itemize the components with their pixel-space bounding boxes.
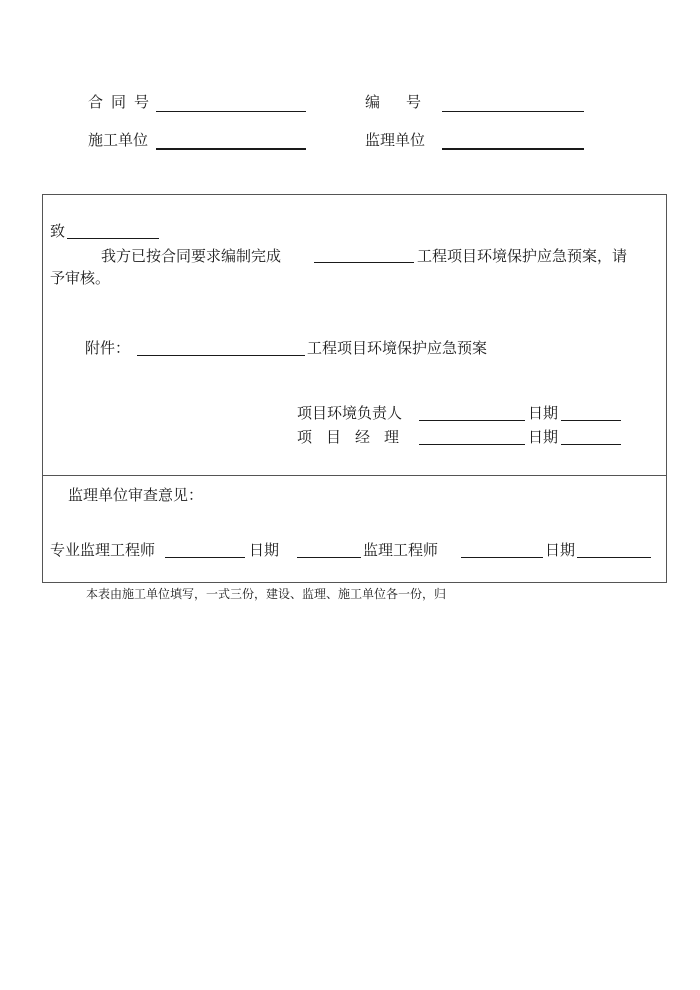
specialist-engineer-label: 专业监理工程师 xyxy=(50,541,156,559)
to-field[interactable] xyxy=(67,238,159,239)
application-form xyxy=(42,194,667,583)
section-divider xyxy=(43,475,666,476)
contract-no-label: 合同号 xyxy=(88,93,158,111)
attachment-label: 附件： xyxy=(85,339,131,357)
serial-no-label: 编号 xyxy=(365,93,448,111)
review-opinion-label: 监理单位审查意见： xyxy=(68,486,204,504)
body-suffix: 工程项目环境保护应急预案，请 xyxy=(417,247,628,265)
specialist-date-field[interactable] xyxy=(297,557,361,558)
project-name-field[interactable] xyxy=(314,262,414,263)
contractor-field[interactable] xyxy=(156,148,306,150)
contract-no-field[interactable] xyxy=(156,111,306,112)
body-line-2: 予审核。 xyxy=(50,269,111,287)
env-person-field[interactable] xyxy=(419,420,525,421)
specialist-date-label: 日期 xyxy=(249,541,280,559)
manager-date-label: 日期 xyxy=(528,428,559,446)
env-person-date-field[interactable] xyxy=(561,420,621,421)
env-person-label: 项目环境负责人 xyxy=(297,404,403,422)
engineer-date-label: 日期 xyxy=(545,541,576,559)
supervisor-label: 监理单位 xyxy=(365,131,426,149)
manager-field[interactable] xyxy=(419,444,525,445)
env-person-date-label: 日期 xyxy=(528,404,559,422)
attachment-suffix: 工程项目环境保护应急预案 xyxy=(307,339,488,357)
to-label: 致 xyxy=(50,222,66,240)
serial-no-field[interactable] xyxy=(442,111,584,112)
contractor-label: 施工单位 xyxy=(88,131,149,149)
engineer-label: 监理工程师 xyxy=(363,541,439,559)
body-prefix: 我方已按合同要求编制完成 xyxy=(101,247,282,265)
attachment-field[interactable] xyxy=(137,355,305,356)
specialist-engineer-field[interactable] xyxy=(165,557,245,558)
engineer-date-field[interactable] xyxy=(577,557,651,558)
manager-date-field[interactable] xyxy=(561,444,621,445)
manager-label: 项目经理 xyxy=(297,428,414,446)
engineer-field[interactable] xyxy=(461,557,543,558)
supervisor-field[interactable] xyxy=(442,148,584,150)
footnote-text: 本表由施工单位填写，一式三份，建设、监理、施工单位各一份，归 xyxy=(86,587,447,601)
